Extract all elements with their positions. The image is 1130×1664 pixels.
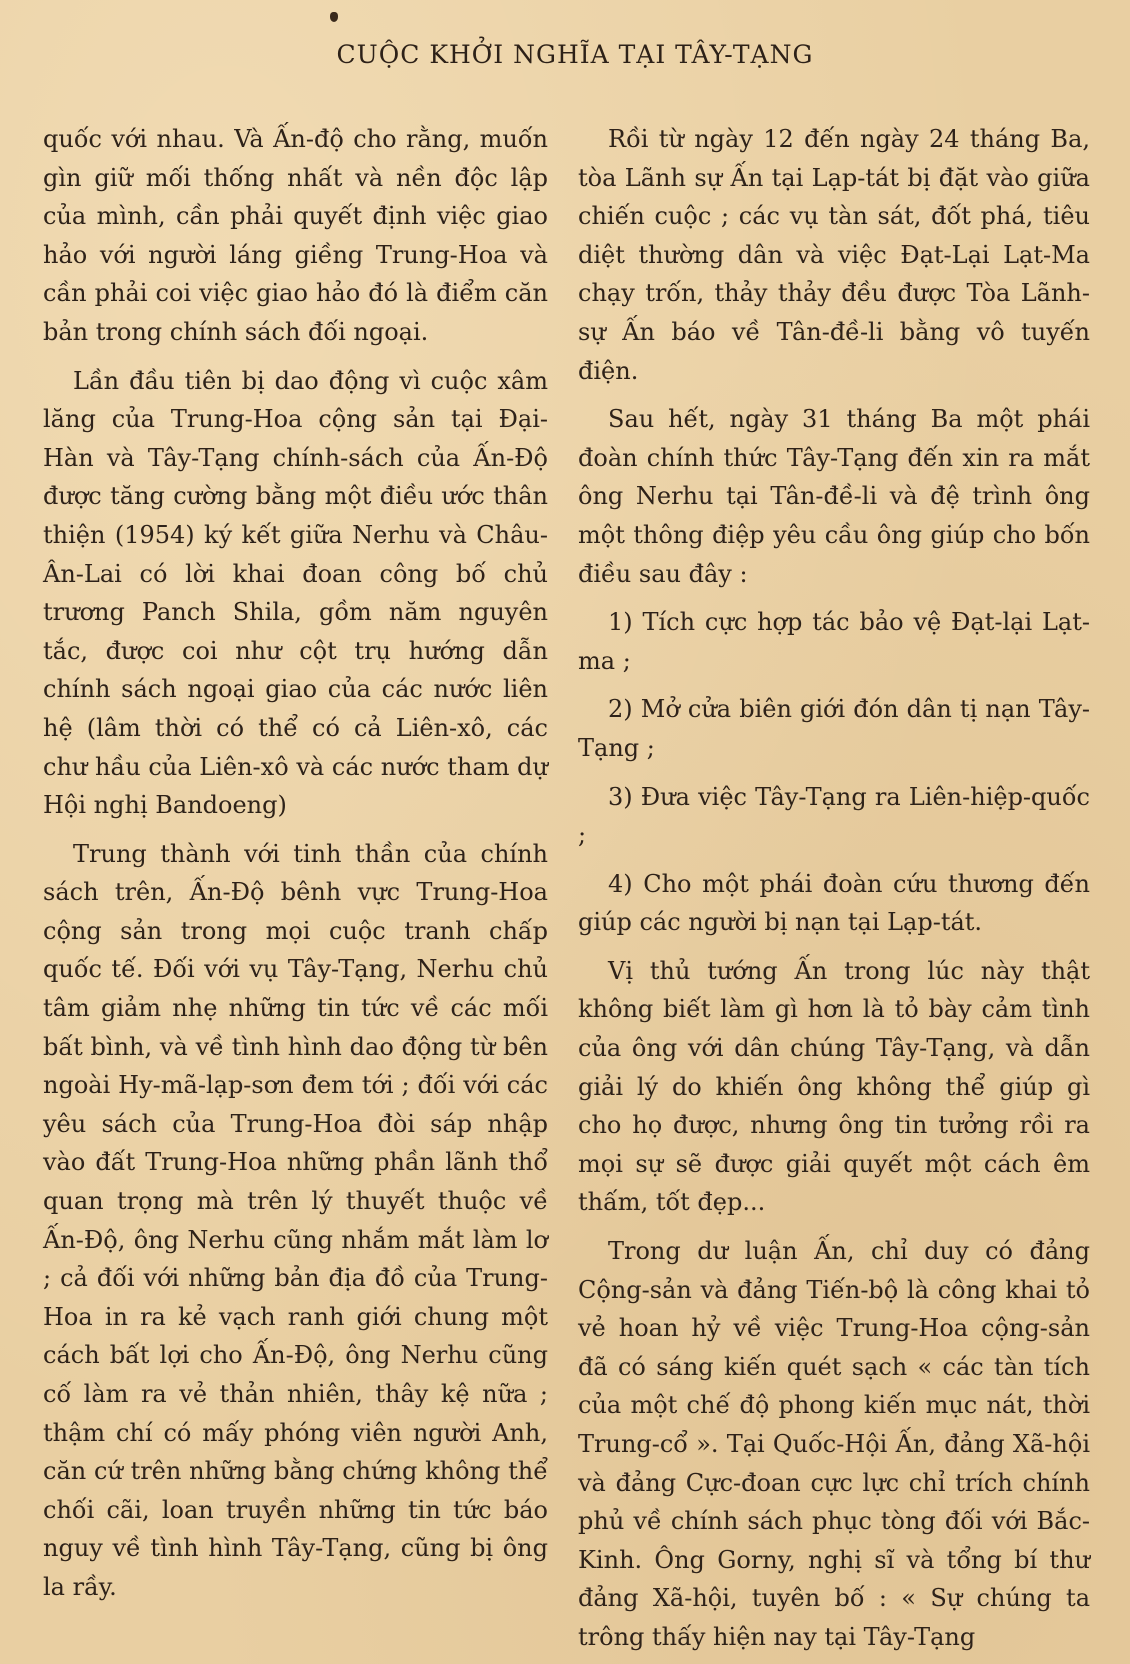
right-column [578,120,1090,1664]
list-item-3: 3) Đưa việc Tây-Tạng ra Liên-hiệp-quốc ; [578,782,1090,850]
list-item-2: 2) Mở cửa biên giới đón dân tị nạn Tây-Tạng ; [578,695,1090,762]
right-paragraph-2: Sau hết, ngày 31 tháng Ba một phái đoàn chính thức Tây-Tạng đến xin ra mắt ông Nerhu tại Tân-đề-li và đệ trình ông một thông điệp yêu cầu ông giúp cho bốn điều sau đây : [578,405,1090,588]
ink-mark [330,12,338,22]
left-paragraph-3: Trung thành với tinh thần của chính sách trên, Ấn-Độ bênh vực Trung-Hoa cộng sản trong mọi cuộc tranh chấp quốc tế. Đối với vụ Tây-Tạng, Nerhu chủ tâm giảm nhẹ những tin tức về các mối bất bình, và về tình hình dao động từ bên ngoài Hy-mã-lạp-sơn đem tới ; đối với các yêu sách của Trung-Hoa đòi sáp nhập vào đất Trung-Hoa những phần lãnh thổ quan trọng mà trên lý thuyết thuộc về Ấn-Độ, ông Nerhu cũng nhắm mắt làm lơ ; cả đối với những bản địa đồ của Trung-Hoa in ra kẻ vạch ranh giới chung một cách bất lợi cho Ấn-Độ, ông Nerhu cũng cố làm ra vẻ thản nhiên, thây kệ nữa ; thậm chí có mấy phóng viên người Anh, căn cứ trên những bằng chứng không thể chối cãi, loan truyền những tin tức báo nguy về tình hình Tây-Tạng, cũng bị ông la rầy. [43,839,548,1601]
right-paragraph-4: Trong dư luận Ấn, chỉ duy có đảng Cộng-sản và đảng Tiến-bộ là công khai tỏ vẻ hoan hỷ về việc Trung-Hoa cộng-sản đã có sáng kiến quét sạch « các tàn tích của một chế độ phong kiến mục nát, thời Trung-cổ ». Tại Quốc-Hội Ấn, đảng Xã-hội và đảng Cực-đoan cực lực chỉ trích chính phủ về chính sách phục tòng đối với Bắc-Kinh. Ông Gorny, nghị sĩ và tổng bí thư đảng Xã-hội, tuyên bố : « Sự chúng ta trông thấy hiện nay tại Tây-Tạng [578,1237,1090,1651]
right-paragraph-3: Vị thủ tướng Ấn trong lúc này thật không biết làm gì hơn là tỏ bày cảm tình của ông với dân chúng Tây-Tạng, và dẫn giải lý do khiến ông không thể giúp gì cho họ được, nhưng ông tin tưởng rồi ra mọi sự sẽ được giải quyết một cách êm thấm, tốt đẹp... [578,956,1090,1217]
list-item-4: 4) Cho một phái đoàn cứu thương đến giúp các người bị nạn tại Lạp-tát. [578,869,1090,937]
right-paragraph-1: Rồi từ ngày 12 đến ngày 24 tháng Ba, tòa Lãnh sự Ấn tại Lạp-tát bị đặt vào giữa chiến cuộc ; các vụ tàn sát, đốt phá, tiêu diệt thường dân và việc Đạt-Lại Lạt-Ma chạy trốn, thảy thảy đều được Tòa Lãnh-sự Ấn báo về Tân-đề-li bằng vô tuyến điện. [578,125,1090,385]
left-column [43,120,548,1617]
left-paragraph-1: quốc với nhau. Và Ấn-độ cho rằng, muốn gìn giữ mối thống nhất và nền độc lập của mình, cần phải quyết định việc giao hảo với người láng giềng Trung-Hoa và cần phải coi việc giao hảo đó là điểm căn bản trong chính sách đối ngoại. [43,125,548,346]
running-head: CUỘC KHỞI NGHĨA TẠI TÂY-TẠNG [336,40,814,69]
left-paragraph-2: Lần đầu tiên bị dao động vì cuộc xâm lăng của Trung-Hoa cộng sản tại Đại-Hàn và Tây-Tạng chính-sách của Ấn-Độ được tăng cường bằng một điều ước thân thiện (1954) ký kết giữa Nerhu và Châu-Ân-Lai có lời khai đoan công bố chủ trương Panch Shila, gồm năm nguyên tắc, được coi như cột trụ hướng dẫn chính sách ngoại giao của các nước liên hệ (lâm thời có thể có cả Liên-xô, các chư hầu của Liên-xô và các nước tham dự Hội nghị Bandoeng) [43,366,548,820]
list-item-1: 1) Tích cực hợp tác bảo vệ Đạt-lại Lạt-ma ; [578,608,1090,675]
